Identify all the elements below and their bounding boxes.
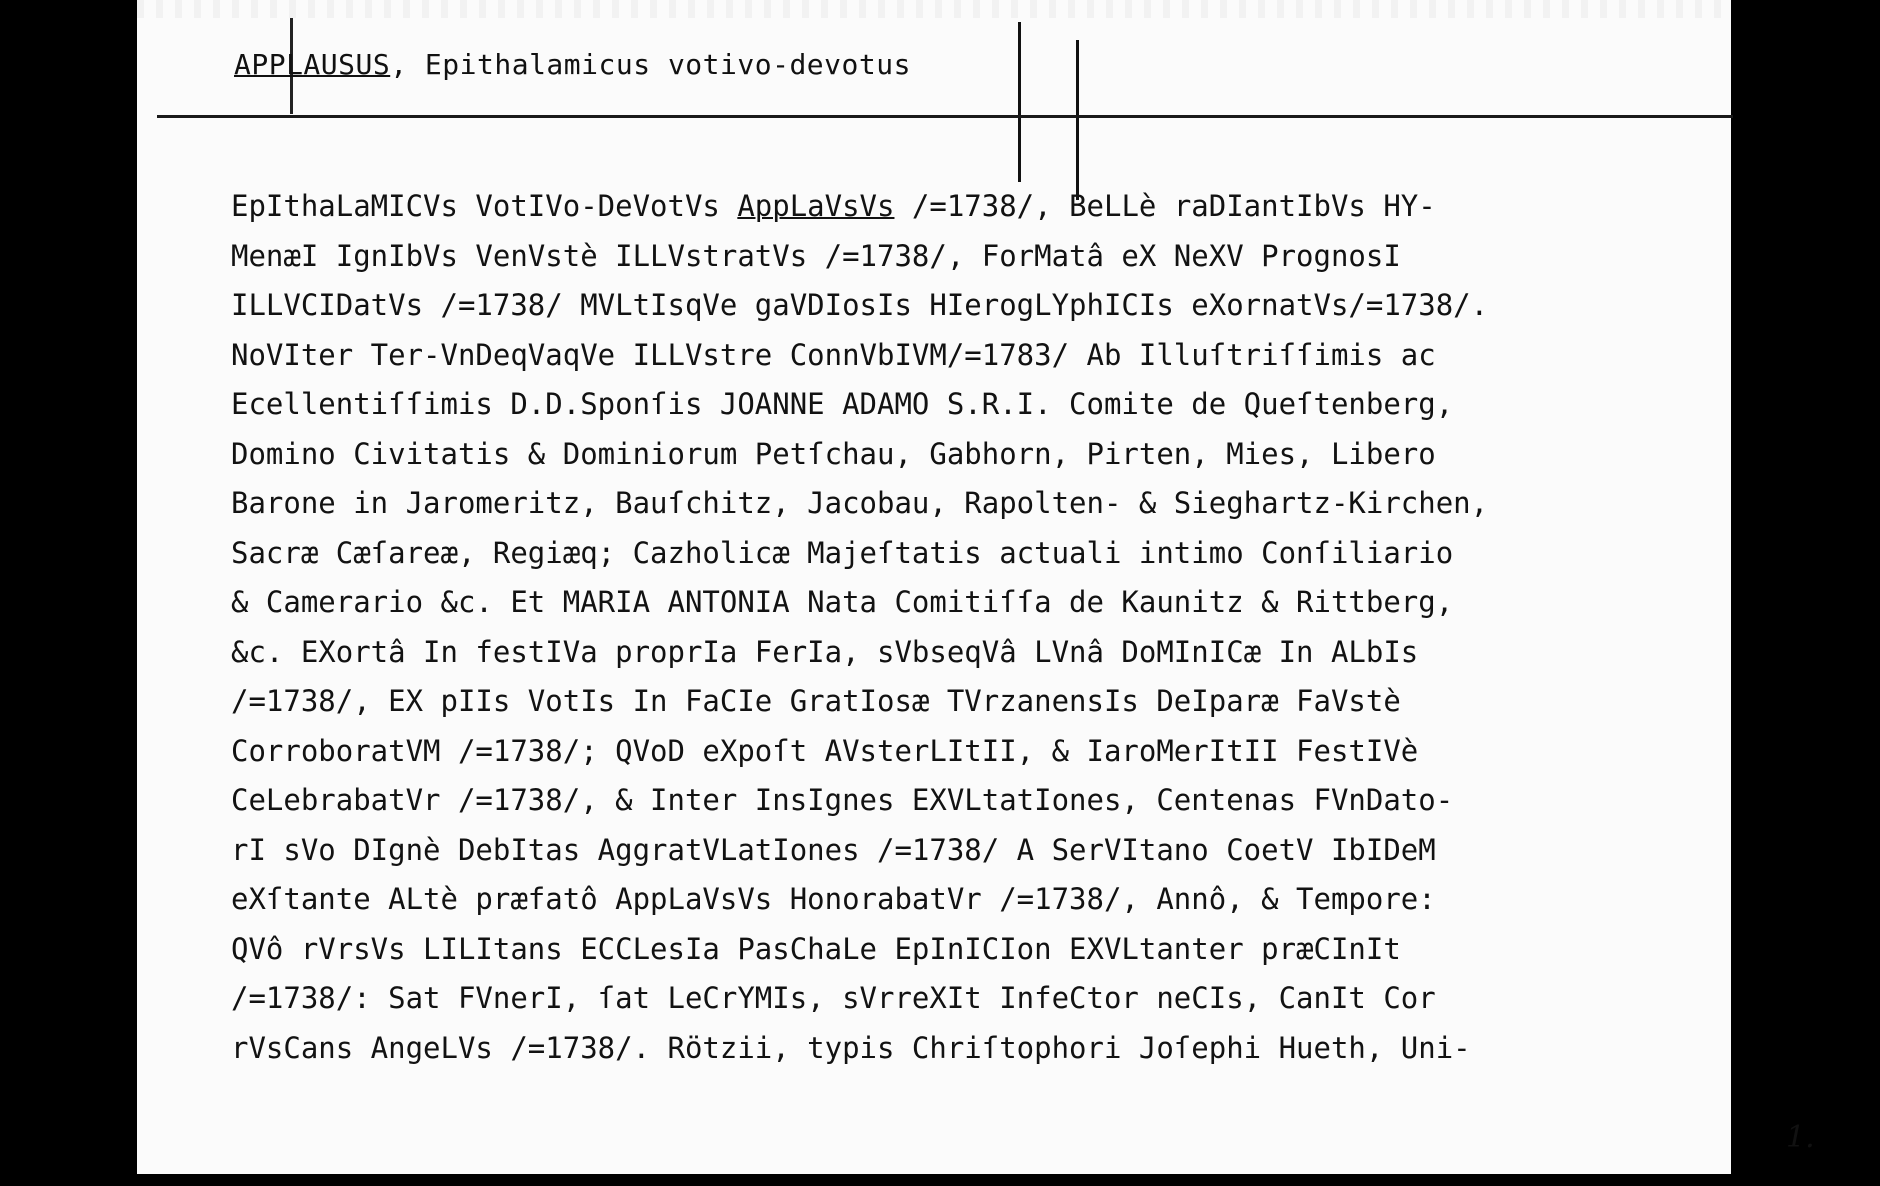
text-segment: ILLVCIDatVs /=1738/ MVLtIsqVe gaVDIosIs HIerogLYphICIs eXornatVs/=1738/. xyxy=(231,288,1489,322)
text-segment: Sacræ Cæſareæ, Regiæq; Cazholicæ Majeſtatis actuali intimo Conſiliario xyxy=(231,535,1454,570)
pen-mark xyxy=(1018,22,1021,182)
text-segment: Barone in Jaromeritz, Bauſchitz, Jacobau, Rapolten- & Sieghartz-Kirchen, xyxy=(231,486,1489,520)
text-line xyxy=(231,875,1691,925)
pen-mark xyxy=(1076,40,1079,200)
catalog-card xyxy=(137,0,1815,1174)
text-segment: /=1738/, EX pIIs VotIs In FaCIe GratIosæ TVrzanensIs DeIparæ FaVstè xyxy=(231,684,1401,718)
text-segment: NoVIter Ter-VnDeqVaqVe ILLVstre ConnVbIVM/=1783/ Ab Illuſtriſſimis ac xyxy=(231,337,1436,372)
text-segment: eXſtante ALtè præfatô AppLaVsVs HonorabatVr /=1738/, Annô, & Tempore: xyxy=(231,882,1436,916)
text-segment: /=1738/: Sat FVnerI, ſat LeCrYMIs, sVrreXIt InfeCtor neCIs, CanIt Cor xyxy=(231,981,1436,1015)
text-line xyxy=(231,529,1691,579)
text-line xyxy=(231,380,1691,430)
text-segment: &c. EXortâ In festIVa proprIa FerIa, sVbseqVâ LVnâ DoMInICæ In ALbIs xyxy=(231,634,1419,669)
text-segment: Ecellentiſſimis D.D.Sponſis JOANNE ADAMO S.R.I. Comite de Queſtenberg, xyxy=(231,387,1454,421)
text-line xyxy=(231,182,1691,232)
header-rule xyxy=(157,115,1733,118)
text-segment: rVsCans AngeLVs /=1738/. Rötzii, typis Chriſtophori Joſephi Hueth, Uni- xyxy=(231,1030,1471,1065)
text-segment: rI sVo DIgnè DebItas AggratVLatIones /=1738/ A SerVItano CoetV IbIDeM xyxy=(231,832,1436,867)
underlined-word: AppLaVsVs xyxy=(737,189,895,223)
text-line xyxy=(231,776,1691,826)
text-line xyxy=(231,430,1691,480)
header-title-rest: , Epithalamicus votivo-devotus xyxy=(390,48,911,81)
text-line xyxy=(231,677,1691,727)
card-header xyxy=(234,48,911,81)
text-line xyxy=(231,628,1691,678)
text-segment: QVô rVrsVs LILItans ECCLesIa PasChaLe EpInICIon EXVLtanter præCInIt xyxy=(231,931,1401,966)
card-body-text xyxy=(231,182,1691,1073)
text-line xyxy=(231,232,1691,282)
text-segment: CorroboratVM /=1738/; QVoD eXpoſt AVsterLItII, & IaroMerItII FestIVè xyxy=(231,733,1419,768)
text-line xyxy=(231,974,1691,1024)
text-line xyxy=(231,1024,1691,1074)
text-segment: CeLebrabatVr /=1738/, & Inter InsIgnes EXVLtatIones, Centenas FVnDato- xyxy=(231,783,1454,817)
text-line xyxy=(231,727,1691,777)
text-line xyxy=(231,281,1691,331)
text-line xyxy=(231,479,1691,529)
text-segment: /=1738/, BeLLè raDIantIbVs HY- xyxy=(894,189,1436,223)
text-line xyxy=(231,826,1691,876)
header-title-underlined: APPLAUSUS xyxy=(234,48,391,81)
text-segment: Domino Civitatis & Dominiorum Petſchau, Gabhorn, Pirten, Mies, Libero xyxy=(231,436,1436,471)
text-segment: & Camerario &c. Et MARIA ANTONIA Nata Comitiſſa de Kaunitz & Rittberg, xyxy=(231,585,1454,619)
page-number: 1. xyxy=(1786,1120,1815,1155)
text-line xyxy=(231,331,1691,381)
text-segment: MenæI IgnIbVs VenVstè ILLVstratVs /=1738/, ForMatâ eX NeXV PrognosI xyxy=(231,238,1401,273)
text-line xyxy=(231,925,1691,975)
text-segment: EpIthaLaMICVs VotIVo-DeVotVs xyxy=(231,189,738,223)
text-line xyxy=(231,578,1691,628)
